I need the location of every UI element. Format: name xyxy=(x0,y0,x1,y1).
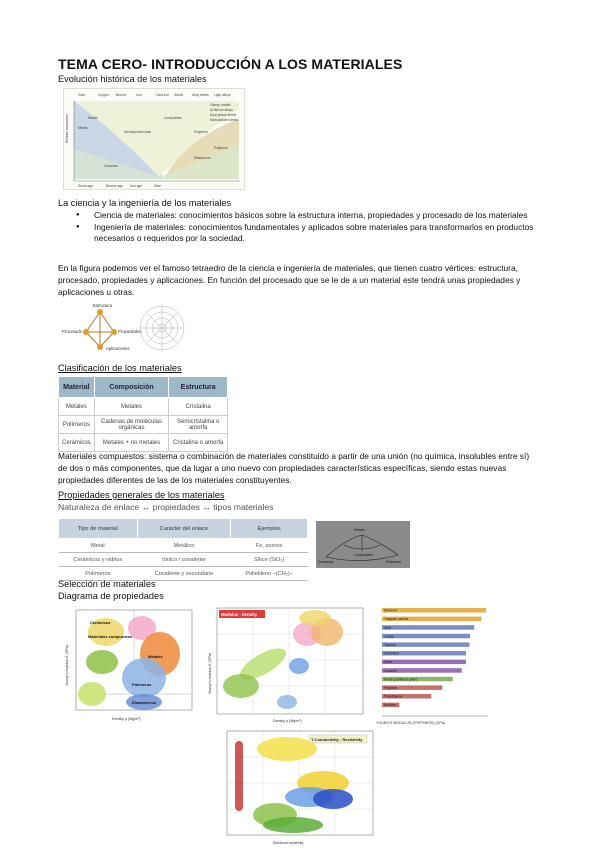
tetra-node xyxy=(97,344,103,350)
tetra-label-bottom: Aplicaciones xyxy=(106,346,130,351)
ashby-chart-simple xyxy=(62,606,196,724)
graph-node-label: Ceramics xyxy=(318,560,334,564)
tetra-node xyxy=(83,329,89,335)
tetra-label-right: Propiedades xyxy=(118,329,142,334)
ashby2-region-foams xyxy=(223,674,259,698)
evo-top-label: Polymers xyxy=(194,130,208,134)
structure-circle-icon xyxy=(140,306,184,350)
paragraph-tetraedro: En la figura podemos ver el famoso tetraedro de la ciencia e ingeniería de materiales, que tienen cuatro vértices: estructura, procesado, propiedades y aplicaciones. En función del procesado que se le de a un material este tendrá unas propiedades y aplicaciones u otras. xyxy=(58,263,521,297)
table2-cell: Cerámicos y vidrios xyxy=(59,553,138,567)
evo-region-label: Polymers xyxy=(214,146,228,150)
graph-node-label: Composites xyxy=(354,553,373,557)
ashby2-xlabel: Density ρ (Mg/m³) xyxy=(273,719,302,723)
bar-label: Copper xyxy=(384,634,395,639)
ashby1-label: Elastómeros xyxy=(132,700,157,705)
ashby1-xlabel: Density ρ (Mg/m³) xyxy=(112,717,141,721)
modulus-bar-chart xyxy=(368,604,490,732)
bar-label: Tungsten carbide xyxy=(384,617,409,622)
evo-top-label: Cast iron xyxy=(156,93,170,97)
table2-header: Ejemplos xyxy=(231,519,308,539)
table2-cell: Polietileno –(CH₂)– xyxy=(231,567,308,581)
table-row xyxy=(59,434,228,452)
table2-cell: Sílice (SiO₂) xyxy=(231,553,308,567)
evolution-figure xyxy=(63,88,245,190)
bullet-list xyxy=(58,210,538,245)
table1-header: Estructura xyxy=(169,377,228,398)
ashby1-region-foams xyxy=(78,682,106,706)
ashby2-ylabel: Young's modulus E (GPa) xyxy=(208,652,212,694)
table-row xyxy=(59,398,228,416)
ashby3-region-ceramics xyxy=(257,737,317,761)
bar-label: Steel xyxy=(384,625,392,630)
evolution-chart xyxy=(64,89,244,189)
table2-cell: Metálico xyxy=(137,539,231,553)
evo-left-label: Relative importance xyxy=(65,113,69,143)
ashby2-region-polymers xyxy=(289,658,309,674)
table2-cell: Covalente y secundario xyxy=(137,567,231,581)
bar-label: Glass xyxy=(384,660,393,665)
ashby3-region-metals xyxy=(235,741,243,811)
ashby1-label: Cerámicos xyxy=(90,620,111,625)
heading-propiedades: Propiedades generales de los materiales xyxy=(58,490,225,500)
bar-label: Diamond xyxy=(384,608,397,613)
tetra-node xyxy=(111,329,117,335)
table-row xyxy=(59,553,308,567)
evo-top-label: Microalloyed steels xyxy=(210,118,239,122)
evo-bottom-label: Bronze age xyxy=(106,184,123,188)
table1-header: Material xyxy=(59,377,95,398)
bar-label: Polyethylene xyxy=(384,694,403,699)
table-row xyxy=(59,416,228,434)
evo-top-label: Copper xyxy=(98,93,109,97)
evo-region-label: Metals xyxy=(88,116,98,120)
clasificacion-table xyxy=(58,376,228,452)
bar xyxy=(382,608,486,613)
evo-bottom-label: Date xyxy=(154,184,161,188)
table2-header: Tipo de material xyxy=(59,519,138,539)
table2-cell: Fe, aceros xyxy=(231,539,308,553)
evo-bottom-label: Iron age xyxy=(130,184,143,188)
bar-label: Polyester xyxy=(384,686,398,690)
evo-top-label: Alloy steels xyxy=(192,93,209,97)
heading-evolucion: Evolución histórica de los materiales xyxy=(58,74,207,84)
ashby2-region-elastomers xyxy=(277,695,297,709)
bar xyxy=(382,660,466,665)
table-row xyxy=(59,539,308,553)
ashby2-region-ceramics xyxy=(299,610,331,626)
evo-top-label: Metals xyxy=(78,126,88,130)
bar-label: Titanium xyxy=(384,643,397,647)
ashby1-label: Materiales compuestos xyxy=(88,634,133,639)
table2-cell: Iónico / covalente xyxy=(137,553,231,567)
table1-cell: Cristalina xyxy=(169,398,228,416)
tetra-label-top: Estructura xyxy=(93,303,113,308)
bar-label: Concrete xyxy=(384,668,397,673)
ashby3-xlabel: Electrical resistivity xyxy=(273,841,304,845)
evo-top-label: Development slow xyxy=(124,130,151,134)
evo-region-label: Composites xyxy=(164,116,182,120)
evo-top-label: Al-lithium alloys xyxy=(210,108,233,112)
bar-label: Aluminium xyxy=(384,651,399,656)
bar xyxy=(382,634,470,639)
table1-cell: Cadenas de moléculas orgánicas xyxy=(94,416,169,434)
ashby2-title: Modulus - Density xyxy=(221,612,258,617)
bar xyxy=(382,625,474,630)
bar-label: Wood (parallel to grain) xyxy=(384,677,418,682)
heading-seleccion: Selección de materiales xyxy=(58,579,156,589)
evo-top-label: Bronze xyxy=(116,93,127,97)
ashby1-ylabel: Young's modulus E (GPa) xyxy=(65,644,69,686)
bullet-ciencia: ● Ciencia de materiales: conocimientos básicos sobre la estructura interna, propiedades y procesado de los materiales xyxy=(58,210,538,221)
evo-region-label: Ceramics xyxy=(104,164,118,168)
evo-top-label: Steels xyxy=(174,93,184,97)
page-title: TEMA CERO- INTRODUCCIÓN A LOS MATERIALES xyxy=(58,56,403,72)
ashby3-region-foams xyxy=(263,817,323,833)
materials-graph-figure xyxy=(316,521,410,568)
table1-cell: Metales + no metales xyxy=(94,434,169,452)
tetra-label-left: Procesado xyxy=(62,329,83,334)
ashby1-label: Metales xyxy=(148,654,163,659)
ashby3-title: T-Conductivity - Resistivity xyxy=(311,737,363,742)
graph-node-label: Polymers xyxy=(386,560,401,564)
table2-header: Carácter del enlace xyxy=(137,519,231,539)
table1-cell: Polímeros xyxy=(59,416,95,434)
tetra-node xyxy=(97,309,103,315)
ashby-chart-modulus-density xyxy=(203,604,367,726)
table1-cell: Cristalina o amorfa xyxy=(169,434,228,452)
evo-bottom-label: Stone age xyxy=(78,184,94,188)
evo-top-label: Iron xyxy=(136,93,142,97)
enlace-table xyxy=(58,518,308,581)
evo-top-label: Glassy metals xyxy=(210,103,231,107)
table1-cell: Semicristalina o amorfa xyxy=(169,416,228,434)
ashby-chart-conductivity-resistivity xyxy=(213,727,377,847)
table2-cell: Metal xyxy=(59,539,138,553)
bullet-ingenieria: ● Ingeniería de materiales: conocimientos fundamentales y aplicados sobre materiales para transformarlos en productos necesarios o requeridos por la sociedad. xyxy=(58,222,538,244)
heading-diagrama: Diagrama de propiedades xyxy=(58,591,164,601)
table1-cell: Cerámicos xyxy=(59,434,95,452)
ashby3-region-elastomers xyxy=(313,789,353,809)
ashby1-label: Polímeros xyxy=(132,682,152,687)
bar-label: Rubbers xyxy=(384,703,397,708)
barchart-xlabel: YOUNG'S MODULUS (STIFFNESS) (GPa) xyxy=(376,721,445,725)
naturaleza-line: Naturaleza de enlace ↔ propiedades ↔ tipos materiales xyxy=(58,502,274,512)
heading-ciencia: La ciencia y la ingeniería de los materiales xyxy=(58,198,232,208)
evo-top-label: Dual phase steels xyxy=(210,113,237,117)
evo-top-label: Gold xyxy=(78,93,85,97)
ashby1-region-polymers xyxy=(122,658,166,698)
table2-cell: Polímeros xyxy=(59,567,138,581)
table1-header: Composición xyxy=(94,377,169,398)
tetrahedron-figure xyxy=(60,302,198,354)
heading-clasificacion: Clasificación de los materiales xyxy=(58,363,182,373)
evo-region-label: Elastomers xyxy=(194,156,211,160)
evo-top-label: Light alloys xyxy=(214,93,231,97)
paragraph-compuestos: Materiales compuestos: sistema o combinación de materiales constituido a partir de una unión (no química, insolubles entre sí) de dos o más componentes, que da lugar a uno nuevo con propiedades características específicas, siendo estas nuevas propiedades diferentes de las de los materiales constituyentes. xyxy=(58,451,530,485)
ashby1-region-woods xyxy=(86,650,118,674)
graph-node-label: Metals xyxy=(354,528,365,532)
table1-cell: Metales xyxy=(59,398,95,416)
table1-cell: Metales xyxy=(94,398,169,416)
